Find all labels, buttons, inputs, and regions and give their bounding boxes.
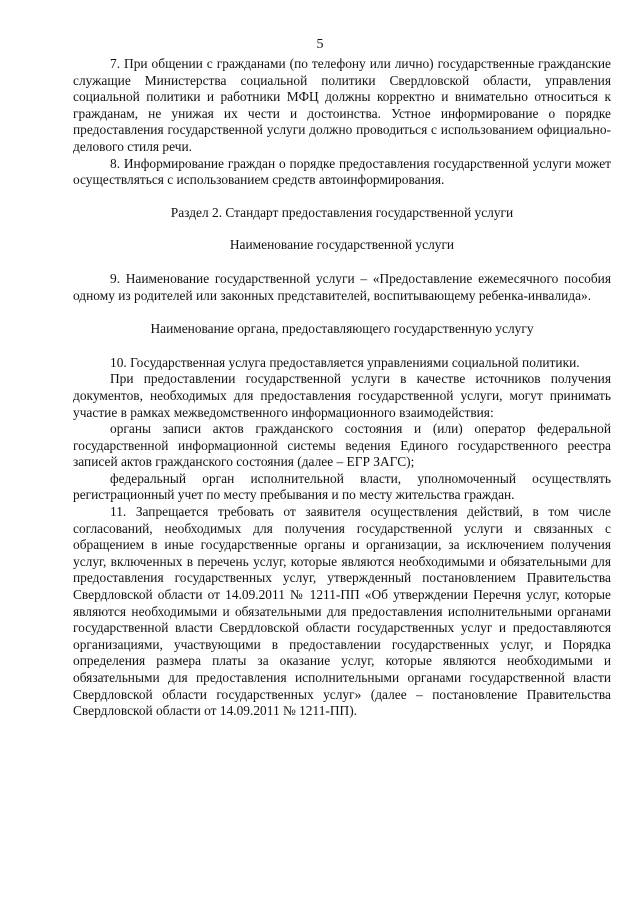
paragraph-7: 7. При общении с гражданами (по телефону или лично) государственные гражданские служащие Министерства социальной политики Свердловской области, управления социальной политики и работники МФЦ должны корректно и внимательно относиться к гражданам, не унижая их чести и достоинства. Устное информирование о порядке предоставления государственной услуги должно проводиться с использованием официально-делового стиля речи. (73, 56, 611, 154)
heading-providing-organ: Наименование органа, предоставляющего государственную услугу (150, 321, 534, 337)
page-number: 5 (316, 37, 324, 52)
document-body (73, 56, 611, 720)
section-heading: Раздел 2. Стандарт предоставления государственной услуги (170, 204, 514, 220)
paragraph-10-zags: органы записи актов гражданского состояния и (или) оператор федеральной государственной информационной системы ведения Единого государственного реестра записей актов гражданского состояния (далее – ЕГР ЗАГС); (73, 421, 611, 470)
heading-service-name: Наименование государственной услуги (229, 237, 455, 253)
paragraph-10-sources: При предоставлении государственной услуги в качестве источников получения документов, необходимых для предоставления государственной услуги, могут принимать участие в рамках межведомственного информационного взаимодействия: (73, 371, 611, 420)
paragraph-11: 11. Запрещается требовать от заявителя осуществления действий, в том числе согласований, необходимых для получения государственной услуги и связанных с обращением в иные государственные органы и организации, за исключением получения услуг, включенных в перечень услуг, которые являются необходимыми и обязательными для предоставления государственных услуг, утвержденный постановлением Правительства Свердловской области от 14.09.2011 № 1211-ПП «Об утверждении Перечня услуг, которые являются необходимыми и обязательными для предоставления исполнительными органами государственной власти Свердловской области государственных услуг и предоставляются организациями, участвующими в предоставлении государственных услуг, и Порядка определения размера платы за оказание услуг, которые являются необходимыми и обязательными для предоставления исполнительными органами государственной власти Свердловской области государственных услуг» (далее – постановление Правительства Свердловской области от 14.09.2011 № 1211-ПП). (73, 504, 611, 719)
paragraph-10-federal-organ: федеральный орган исполнительной власти, уполномоченный осуществлять регистрационный учет по месту пребывания и по месту жительства граждан. (73, 470, 611, 503)
paragraph-9: 9. Наименование государственной услуги – «Предоставление ежемесячного пособия одному из родителей или законных представителей, воспитывающему ребенка-инвалида». (73, 270, 611, 303)
paragraph-10: 10. Государственная услуга предоставляется управлениями социальной политики. (110, 354, 580, 370)
paragraph-8: 8. Информирование граждан о порядке предоставления государственной услуги может осуществляться с использованием средств автоинформирования. (73, 155, 611, 188)
